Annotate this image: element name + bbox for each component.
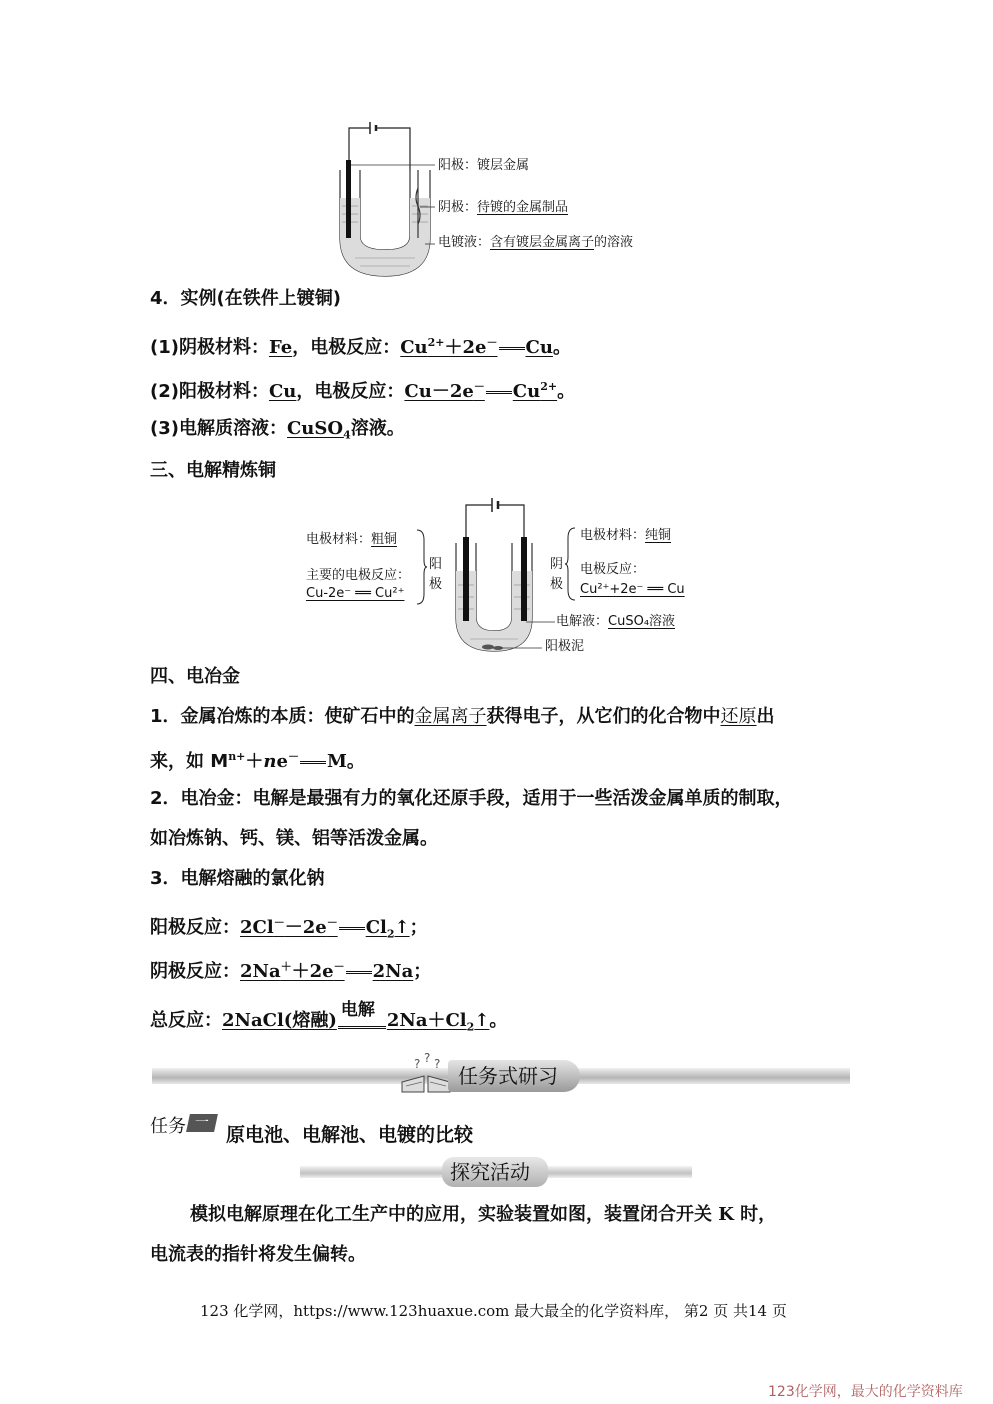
p1-n: n bbox=[263, 751, 277, 772]
cath-a: 2Na bbox=[240, 961, 281, 982]
fig1-electrolyte-prefix: 电镀液： bbox=[438, 235, 491, 250]
right-mat-prefix: 电极材料： bbox=[580, 528, 646, 543]
right-mat: 纯铜 bbox=[645, 528, 672, 543]
p1-f: e bbox=[276, 751, 288, 772]
total-b: 2Na＋Cl bbox=[386, 1010, 467, 1031]
p1-e: ＋ bbox=[245, 751, 264, 772]
metal-p2-line1: 2．电冶金：电解是最强有力的氧化还原手段，适用于一些活泼金属单质的制取， bbox=[150, 788, 793, 809]
book-icon bbox=[398, 1050, 454, 1094]
svg-text:?: ? bbox=[414, 1057, 421, 1071]
fig2-left-rx: Cu-2e⁻ ══ Cu²⁺ bbox=[306, 586, 405, 601]
cath-sup2: － bbox=[333, 960, 345, 973]
right-brace bbox=[565, 526, 577, 602]
fig1-electrolyte-suffix: 的溶液 bbox=[594, 235, 634, 250]
total-sub: 2 bbox=[466, 1020, 475, 1034]
sec4-line2 bbox=[150, 376, 575, 403]
cathode-char-1: 阴 bbox=[550, 557, 564, 572]
fig1-cathode-prefix: 阴极： bbox=[438, 200, 478, 215]
p1-underline-2: 还原 bbox=[720, 706, 757, 727]
l2-rx-sup: － bbox=[473, 380, 485, 393]
gas-arrow-icon: ↑ bbox=[474, 1010, 490, 1031]
body-line-1: 模拟电解原理在化工生产中的应用，实验装置如图，装置闭合开关 K 时， bbox=[190, 1204, 777, 1225]
task-label: 任务 bbox=[150, 1116, 186, 1137]
metal-p1-line2 bbox=[150, 746, 365, 773]
fig2-right-material bbox=[580, 528, 671, 544]
cath-c: 2Na bbox=[372, 961, 414, 982]
l1-mid: ，电极反应： bbox=[292, 337, 401, 358]
activity-title: 探究活动 bbox=[450, 1160, 530, 1184]
l3-sub: 4 bbox=[343, 428, 351, 442]
task-number: 一 bbox=[195, 1115, 209, 1131]
l3-value bbox=[286, 418, 351, 442]
left-brace bbox=[415, 528, 427, 606]
anode-char-1: 阳 bbox=[429, 557, 443, 572]
fig1-electrolyte-value: 含有镀层金属离子 bbox=[490, 235, 595, 250]
watermark: 123化学网，最大的化学资料库 bbox=[768, 1384, 963, 1400]
l3-end: 溶液。 bbox=[350, 418, 405, 439]
l3-val: CuSO bbox=[286, 418, 344, 439]
l2-mid: ，电极反应： bbox=[296, 381, 405, 402]
left-mat: 粗铜 bbox=[371, 532, 398, 547]
anode-rx bbox=[240, 916, 410, 941]
l2-prefix: (2)阳极材料： bbox=[150, 381, 269, 402]
total-a: 2NaCl(熔融) bbox=[222, 1010, 337, 1031]
anode-c: Cl bbox=[365, 917, 387, 938]
cath-prefix: 阴极反应： bbox=[150, 961, 240, 982]
fig1-anode-label: 阳极：镀层金属 bbox=[438, 158, 530, 173]
equals-sign bbox=[339, 927, 365, 930]
fig2-right-rx-title: 电极反应： bbox=[580, 562, 646, 577]
p1-sup2: － bbox=[287, 750, 299, 763]
fig1-cathode-label bbox=[438, 200, 568, 216]
electrolysis-condition bbox=[337, 999, 387, 1039]
sec4-title: 4．实例(在铁件上镀铜) bbox=[150, 288, 341, 309]
p1-sup: n+ bbox=[228, 750, 246, 763]
l1-rx-c: Cu bbox=[525, 337, 553, 358]
equals-sign bbox=[338, 1026, 386, 1029]
p1-a: 1．金属冶炼的本质：使矿石中的 bbox=[150, 706, 415, 727]
anode-b: －2e bbox=[284, 917, 327, 938]
anode-end: ； bbox=[409, 917, 428, 938]
l2-rx-b: Cu bbox=[512, 381, 541, 402]
l2-end: 。 bbox=[557, 381, 576, 402]
svg-text:?: ? bbox=[424, 1051, 431, 1065]
anode-a: 2Cl bbox=[240, 917, 274, 938]
anode-sup2: － bbox=[326, 916, 338, 929]
l1-rx-sup2: － bbox=[486, 336, 498, 349]
equals-sign bbox=[300, 761, 326, 764]
cath-sup: ＋ bbox=[280, 960, 292, 973]
l3-prefix: (3)电解质溶液： bbox=[150, 418, 287, 439]
task-title: 原电池、电解池、电镀的比较 bbox=[226, 1124, 474, 1146]
l1-rx-a: Cu bbox=[400, 337, 428, 358]
l1-prefix: (1)阴极材料： bbox=[150, 337, 269, 358]
banner-title: 任务式研习 bbox=[458, 1064, 558, 1088]
fig1-electrolyte-label bbox=[438, 235, 633, 251]
metal-p3: 3．电解熔融的氯化钠 bbox=[150, 868, 325, 889]
equals-sign bbox=[486, 391, 512, 394]
electrolyte-prefix: 电解液： bbox=[556, 614, 609, 629]
fig2-right-rx: Cu²⁺+2e⁻ ══ Cu bbox=[580, 582, 685, 597]
l2-material: Cu bbox=[268, 381, 297, 402]
cath-rx bbox=[240, 961, 413, 982]
cathode-reaction bbox=[150, 956, 431, 983]
l1-rx-b: ＋2e bbox=[444, 337, 487, 358]
l1-reaction bbox=[400, 337, 553, 358]
electroplating-diagram bbox=[330, 118, 440, 283]
total-rx-b bbox=[386, 1010, 490, 1034]
page-footer: 123 化学网，https://www.123huaxue.com 最大最全的化学资料库， 第2 页 共14 页 bbox=[200, 1302, 787, 1320]
cath-b: ＋2e bbox=[291, 961, 334, 982]
equals-sign bbox=[499, 347, 525, 350]
p1-g: M。 bbox=[326, 751, 365, 772]
task-number-badge bbox=[186, 1114, 218, 1132]
svg-text:?: ? bbox=[434, 1057, 441, 1071]
p1-underline-1: 金属离子 bbox=[414, 706, 487, 727]
sec3-title: 三、电解精炼铜 bbox=[150, 460, 276, 481]
anode-char-2: 极 bbox=[429, 577, 443, 592]
l2-rx-sup2: 2+ bbox=[540, 380, 558, 393]
fig1-cathode-value: 待镀的金属制品 bbox=[477, 200, 569, 215]
p1-c: 出 bbox=[756, 706, 775, 727]
left-mat-prefix: 电极材料： bbox=[306, 532, 372, 547]
anode-sub: 2 bbox=[386, 927, 395, 941]
l1-end: 。 bbox=[552, 337, 571, 358]
p1-b: 获得电子，从它们的化合物中 bbox=[486, 706, 721, 727]
anode-reaction bbox=[150, 912, 428, 946]
total-reaction bbox=[150, 999, 508, 1039]
total-end: 。 bbox=[489, 1010, 508, 1031]
l2-reaction bbox=[404, 381, 557, 402]
fig2-anode-mud: 阳极泥 bbox=[545, 639, 585, 654]
l1-rx-sup: 2+ bbox=[427, 336, 445, 349]
total-prefix: 总反应： bbox=[150, 1010, 222, 1031]
anode-prefix: 阳极反应： bbox=[150, 917, 240, 938]
electrolyte-value: CuSO₄溶液 bbox=[608, 614, 676, 629]
metal-p1-line1 bbox=[150, 706, 775, 728]
sec4-line3 bbox=[150, 418, 405, 447]
p1-d: 来，如 M bbox=[150, 751, 229, 772]
cath-end: ； bbox=[413, 961, 432, 982]
fig2-left-rx-title: 主要的电极反应： bbox=[306, 568, 411, 583]
total-cond: 电解 bbox=[340, 999, 375, 1020]
anode-sup: － bbox=[273, 916, 285, 929]
gas-arrow-icon: ↑ bbox=[394, 917, 410, 938]
body-line-2: 电流表的指针将发生偏转。 bbox=[150, 1244, 366, 1265]
fig2-left-material bbox=[306, 532, 397, 548]
equals-sign bbox=[346, 971, 372, 974]
cathode-char-2: 极 bbox=[550, 577, 564, 592]
l2-rx-a: Cu－2e bbox=[404, 381, 474, 402]
fig2-electrolyte bbox=[556, 614, 675, 630]
sec4-line1 bbox=[150, 332, 571, 359]
l1-material: Fe bbox=[268, 337, 293, 358]
metal-p2-line2: 如冶炼钠、钙、镁、铝等活泼金属。 bbox=[150, 828, 438, 849]
metallurgy-title: 四、电冶金 bbox=[150, 666, 240, 687]
